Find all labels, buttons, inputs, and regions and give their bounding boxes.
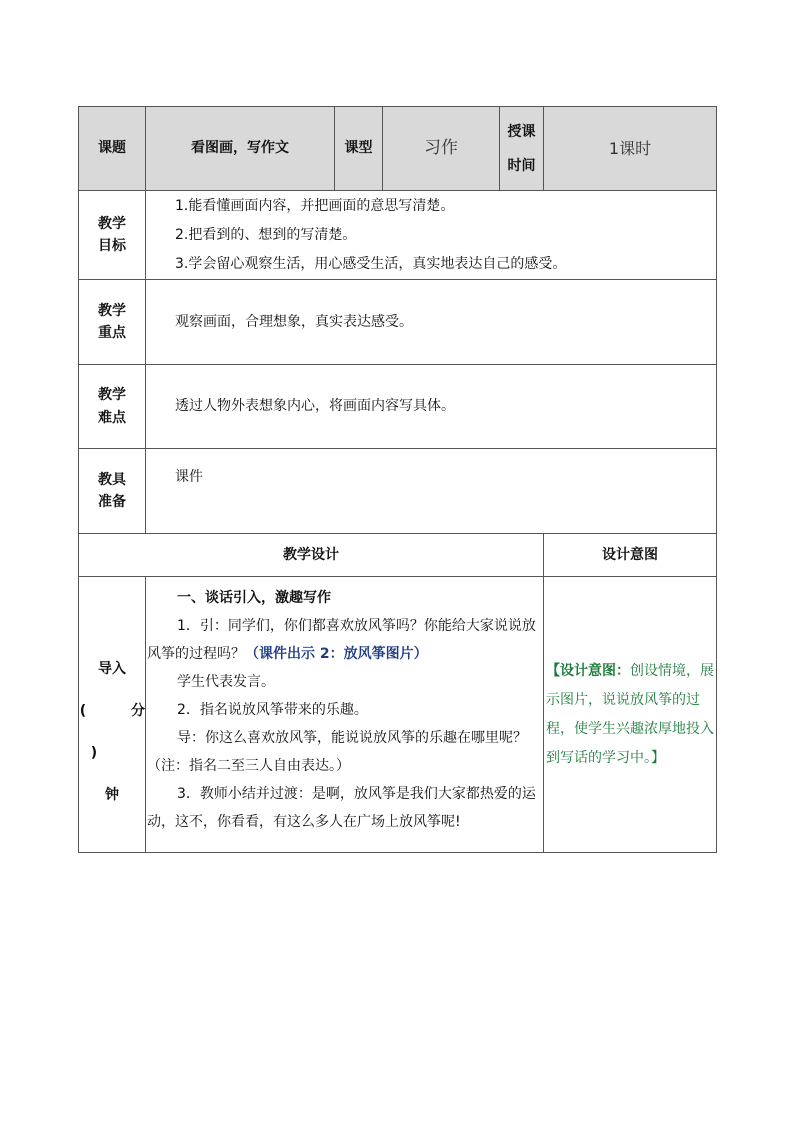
time-label-line2: 时间 (507, 157, 536, 174)
goal-item: 2.把看到的、想到的写清楚。 (175, 226, 357, 243)
tools-label-line1: 教具 (98, 471, 126, 488)
difficulty-content (146, 365, 717, 449)
note-label: 【设计意图： (546, 662, 630, 679)
header-row (79, 107, 717, 191)
step1-response: 学生代表发言。 (177, 674, 275, 690)
section-title: 一、谈话引入，激趣写作 (177, 590, 331, 606)
step3: 3．教师小结并过渡：是啊，放风筝是我们大家都热爱的运动，这不，你看看，有这么多人在广场上放风筝呢! (147, 786, 536, 830)
difficulty-row (79, 365, 717, 449)
minutes-paren (79, 690, 109, 774)
focus-label (79, 280, 146, 365)
difficulty-label-line1: 教学 (98, 387, 126, 404)
paren-open: ( (79, 702, 87, 719)
tools-row (79, 449, 717, 534)
intro-design-note (544, 577, 717, 853)
design-header-right: 设计意图 (544, 534, 717, 577)
difficulty-label (79, 365, 146, 449)
focus-row (79, 280, 717, 365)
topic-value: 看图画，写作文 (146, 107, 335, 191)
step1-text: 1．引：同学们，你们都喜欢放风筝吗？你能给大家说说放风筝的过程吗？ (147, 618, 536, 662)
intro-label-line3: 钟 (105, 786, 119, 803)
intro-row (79, 577, 717, 853)
goals-label (79, 191, 146, 280)
tools-label (79, 449, 146, 534)
type-label: 课型 (335, 107, 383, 191)
minutes-unit: 分 (131, 702, 145, 719)
topic-label: 课题 (79, 107, 146, 191)
step2: 2．指名说放风筝带来的乐趣。 (177, 702, 368, 718)
goal-item: 3.学会留心观察生活，用心感受生活，真实地表达自己的感受。 (175, 255, 567, 272)
time-value: 1课时 (544, 107, 717, 191)
paren-close: ) (90, 744, 98, 761)
difficulty-text: 透过人物外表想象内心，将画面内容写具体。 (175, 398, 455, 414)
focus-content (146, 280, 717, 365)
focus-label-line2: 重点 (98, 325, 126, 341)
note-text: 创设情境，展示图片，说说放风筝的过程，使学生兴趣浓厚地投入到写话的学习中。】 (546, 662, 714, 766)
difficulty-label-line2: 难点 (98, 409, 126, 426)
goals-label-line2: 目标 (98, 238, 126, 254)
type-value: 习作 (383, 107, 500, 191)
lesson-plan-table (78, 106, 717, 853)
step1-highlight: （课件出示 2：放风筝图片） (245, 646, 428, 662)
goal-item: 1.能看懂画面内容，并把画面的意思写清楚。 (175, 197, 455, 214)
intro-label (79, 577, 146, 853)
intro-design (146, 577, 544, 853)
focus-text: 观察画面，合理想象，真实表达感受。 (175, 313, 413, 330)
design-header-row (79, 534, 717, 577)
intro-label-minutes (79, 690, 145, 774)
goals-content (146, 191, 717, 280)
time-label-line1: 授课 (507, 123, 536, 140)
step2-guide: 导：你这么喜欢放风筝，能说说放风筝的乐趣在哪里呢？（注：指名二至三人自由表达。） (147, 730, 527, 774)
time-label (500, 107, 544, 191)
design-header-left: 教学设计 (79, 534, 544, 577)
tools-content (146, 449, 717, 534)
step1 (147, 612, 543, 668)
goals-row (79, 191, 717, 280)
intro-label-line1: 导入 (98, 660, 126, 677)
tools-text: 课件 (175, 469, 203, 485)
focus-label-line1: 教学 (98, 302, 126, 319)
tools-label-line2: 准备 (98, 494, 126, 510)
goals-label-line1: 教学 (98, 215, 126, 232)
